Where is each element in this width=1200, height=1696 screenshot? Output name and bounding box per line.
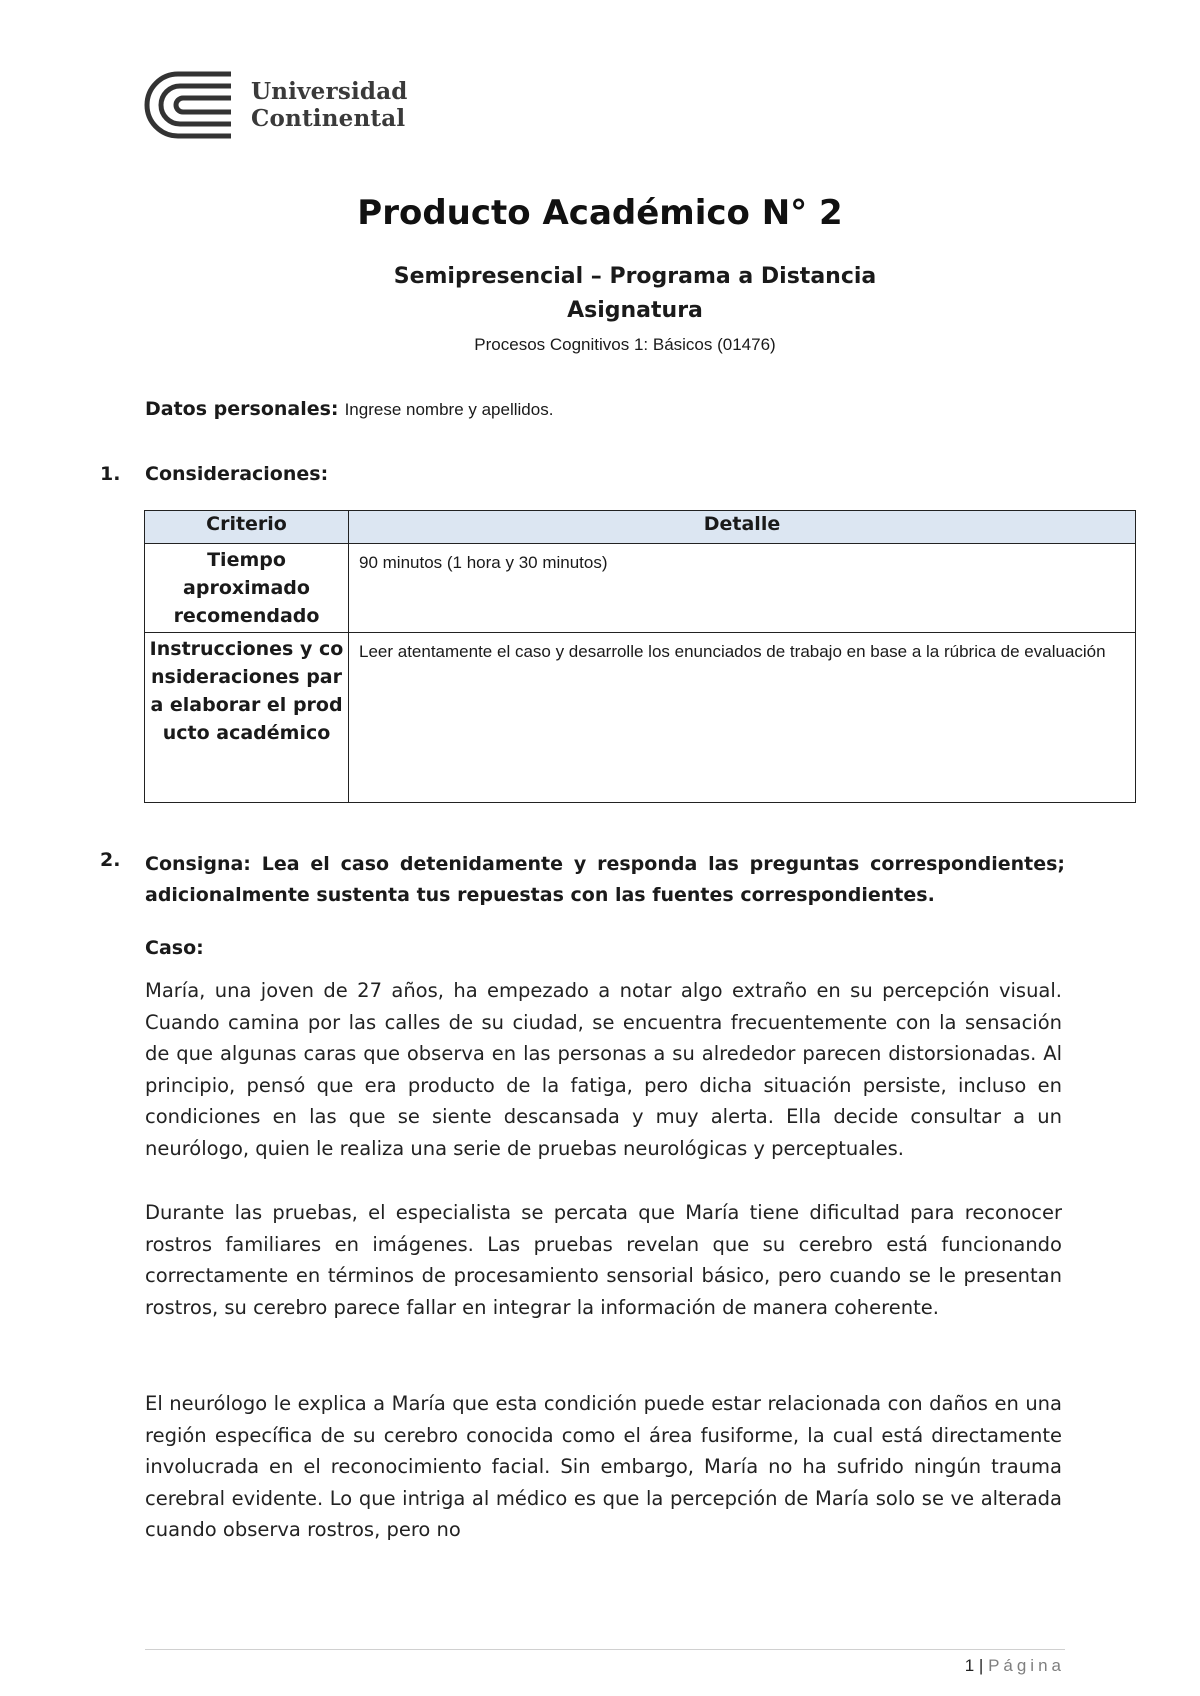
subject-name: Procesos Cognitivos 1: Básicos (01476)	[474, 335, 776, 354]
page-word: Página	[988, 1656, 1065, 1675]
university-logo	[143, 70, 408, 140]
footer-separator: |	[978, 1656, 984, 1675]
case-paragraph: Durante las pruebas, el especialista se percata que María tiene dificultad para reconocer rostros familiares en imágenes. Las pruebas revelan que su cerebro está funcionando correctamente en términos de procesamiento sensorial básico, pero cuando se le presentan rostros, su cerebro parece fallar en integrar la información de manera coherente.	[145, 1201, 1062, 1319]
table-row	[145, 544, 1136, 633]
subject-label: Asignatura	[567, 298, 703, 323]
table-header-row	[145, 511, 1136, 544]
personal-data-value: Ingrese nombre y apellidos.	[344, 400, 554, 419]
continental-logo-icon	[143, 70, 233, 140]
document-subtitle: Semipresencial – Programa a Distancia	[393, 264, 877, 289]
logo-text	[251, 78, 408, 132]
cell-detalle: 90 minutos (1 hora y 30 minutos)	[349, 544, 1136, 633]
cell-detalle: Leer atentamente el caso y desarrolle los enunciados de trabajo en base a la rúbrica de evaluación	[349, 633, 1136, 803]
section-2-instructions: Consigna: Lea el caso detenidamente y responda las preguntas correspondientes; adicionalmente sustenta tus repuestas con las fuentes correspondientes.	[145, 853, 1065, 906]
document-title: Producto Académico N° 2	[357, 193, 843, 233]
case-heading: Caso:	[145, 937, 204, 959]
section-1-number: 1.	[100, 463, 121, 485]
section-1-heading: Consideraciones:	[145, 463, 329, 485]
personal-data-label: Datos personales:	[145, 398, 339, 420]
criteria-table	[144, 510, 1136, 803]
cell-criterio: Instrucciones y consideraciones para elaborar el producto académico	[145, 633, 349, 803]
case-paragraph: María, una joven de 27 años, ha empezado a notar algo extraño en su percepción visual. Cuando camina por las calles de su ciudad, se encuentra frecuentemente con la sensación de que algunas caras que observa en las personas a su alrededor parecen distorsionadas. Al principio, pensó que era producto de la fatiga, pero dicha situación persiste, incluso en condiciones en las que se siente descansada y muy alerta. Ella decide consultar a un neurólogo, quien le realiza una serie de pruebas neurológicas y perceptuales.	[145, 979, 1062, 1160]
page-number: 1	[964, 1656, 975, 1675]
page-footer	[965, 1656, 1065, 1676]
logo-line-1: Universidad	[251, 78, 408, 105]
case-paragraph: El neurólogo le explica a María que esta condición puede estar relacionada con daños en una región específica de su cerebro conocida como el área fusiforme, la cual está directamente involucrada en el reconocimiento facial. Sin embargo, María no ha sufrido ningún trauma cerebral evidente. Lo que intriga al médico es que la percepción de María solo se ve alterada cuando observa rostros, pero no	[145, 1392, 1062, 1541]
cell-criterio: Tiempo aproximado recomendado	[145, 544, 349, 633]
footer-divider	[145, 1649, 1065, 1650]
header-criterio: Criterio	[145, 511, 349, 544]
section-2-number: 2.	[100, 849, 121, 871]
personal-data	[145, 398, 553, 420]
logo-line-2: Continental	[251, 105, 406, 132]
header-detalle: Detalle	[349, 511, 1136, 544]
table-row	[145, 633, 1136, 803]
